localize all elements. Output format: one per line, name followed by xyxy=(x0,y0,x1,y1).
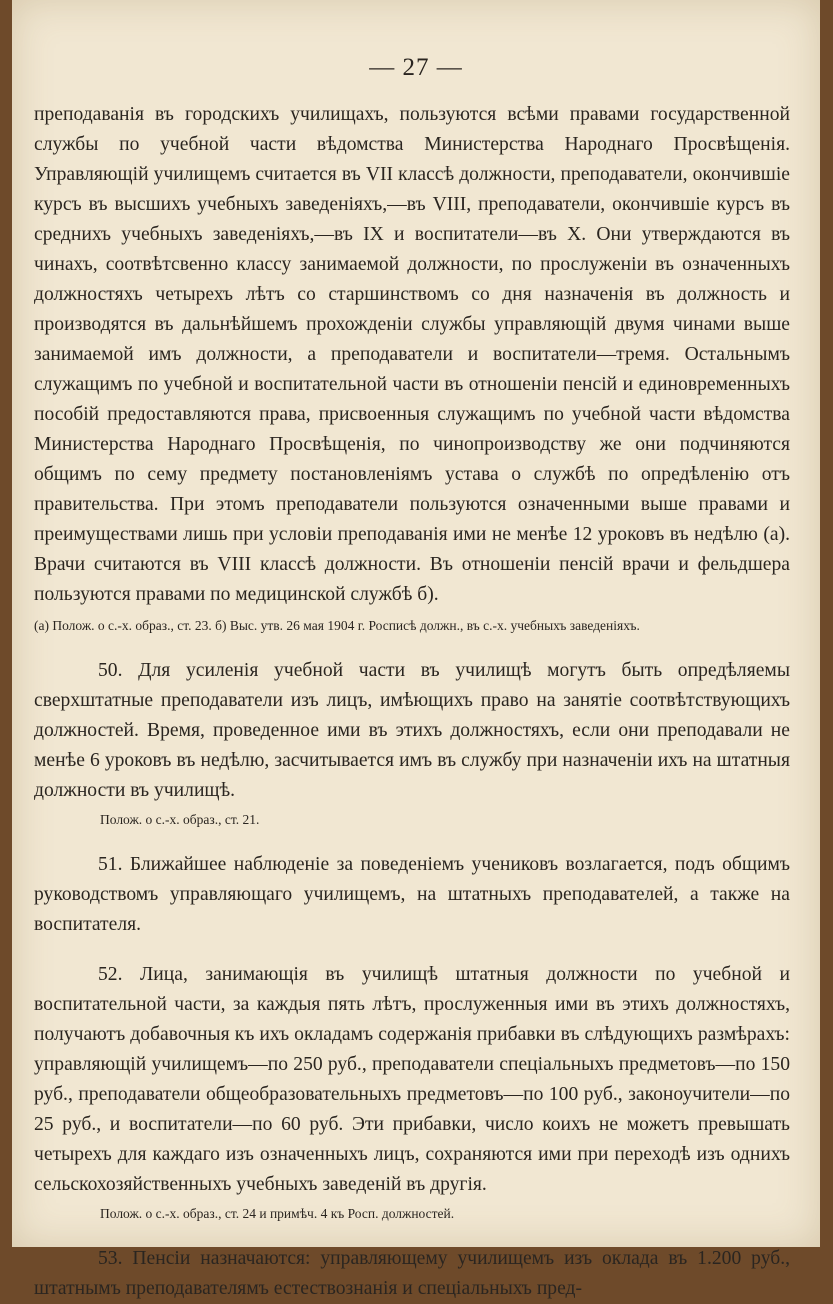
page-number: — 27 — xyxy=(369,54,463,81)
article-50: 50. Для усиленія учебной части въ училищѣ могутъ быть опредѣляемы сверхштатные преподаватели изъ лицъ, имѣющихъ право на занятіе соотвѣтствующихъ должностей. Время, проведенное ими въ этихъ должностяхъ, если они преподавали не менѣе 6 уроковъ въ недѣлю, засчитывается имъ въ службу при назначеніи ихъ на штатныя должности въ училищѣ. xyxy=(34,660,790,801)
document-page xyxy=(12,0,820,1299)
article-52: 52. Лица, занимающія въ училищѣ штатныя должности по учебной и воспитательной части, за каждыя пять лѣтъ, прослуженныя ими въ этихъ должностяхъ, получаютъ добавочныя къ ихъ окладамъ содержанія прибавки въ слѣдующихъ размѣрахъ: управляющій училищемъ—по 250 руб., преподаватели спеціальныхъ предметовъ—по 150 руб., преподаватели общеобразовательныхъ предметовъ—по 100 руб., законоучители—по 25 руб., и воспитатели—по 60 руб. Эти прибавки, число коихъ не можетъ превышать четырехъ для каждаго изъ означенныхъ лицъ, сохраняются ими при переходѣ изъ однихъ сельскохозяйственныхъ учебныхъ заведеній въ другія. xyxy=(34,964,790,1195)
footnote: (а) Полож. о с.-х. образ., ст. 23. б) Выс. утв. 26 мая 1904 г. Росписѣ должн., въ с.-х. учебныхъ заведеніяхъ. xyxy=(34,618,640,633)
paragraph-continuation: преподаванія въ городскихъ училищахъ, пользуются всѣми правами государственной службы по учебной части вѣдомства Министерства Народнаго Просвѣщенія. Управляющій училищемъ считается въ VII классѣ должности, преподаватели, окончившіе курсъ въ высшихъ учебныхъ заведеніяхъ,—въ VIII, преподаватели, окончившіе курсъ въ среднихъ учебныхъ заведеніяхъ,—въ IX и воспитатели—въ X. Они утверждаются въ чинахъ, соотвѣтсвенно классу занимаемой должности, по прослуженіи въ означенныхъ должностяхъ четырехъ лѣтъ со старшинствомъ со дня назначенія въ должность и производятся въ дальнѣйшемъ прохожденіи службы управляющій двумя чинами выше занимаемой имъ должности, а преподаватели и воспитатели—тремя. Остальнымъ служащимъ по учебной и воспитательной части въ отношеніи пенсій и единовременныхъ пособій предоставляются права, присвоенныя служащимъ по учебной части вѣдомства Министерства Народнаго Просвѣщенія, по чинопроизводству же они подчиняются общимъ по сему предмету постановленіямъ устава о службѣ по опредѣленію отъ правительства. При этомъ преподаватели пользуются означенными выше правами и преимуществами лишь при условіи преподаванія ими не менѣе 12 уроковъ въ недѣлю (а). Врачи считаются въ VIII классѣ должности. Въ отношеніи пенсій врачи и фельдшера пользуются правами по медицинской службѣ б). xyxy=(34,104,790,605)
source-reference-50: Полож. о с.-х. образ., ст. 21. xyxy=(100,812,260,827)
source-reference-52: Полож. о с.-х. образ., ст. 24 и примѣч. 4 къ Росп. должностей. xyxy=(100,1206,455,1221)
article-53: 53. Пенсіи назначаются: управляющему училищемъ изъ оклада въ 1.200 руб., штатнымъ преподавателямъ естествознанія и спеціальныхъ пред- xyxy=(34,1248,790,1299)
article-51: 51. Ближайшее наблюденіе за поведеніемъ учениковъ возлагается, подъ общимъ руководствомъ управляющаго училищемъ, на штатныхъ преподавателей, а также на воспитателя. xyxy=(34,854,790,935)
page-content xyxy=(34,100,790,1304)
